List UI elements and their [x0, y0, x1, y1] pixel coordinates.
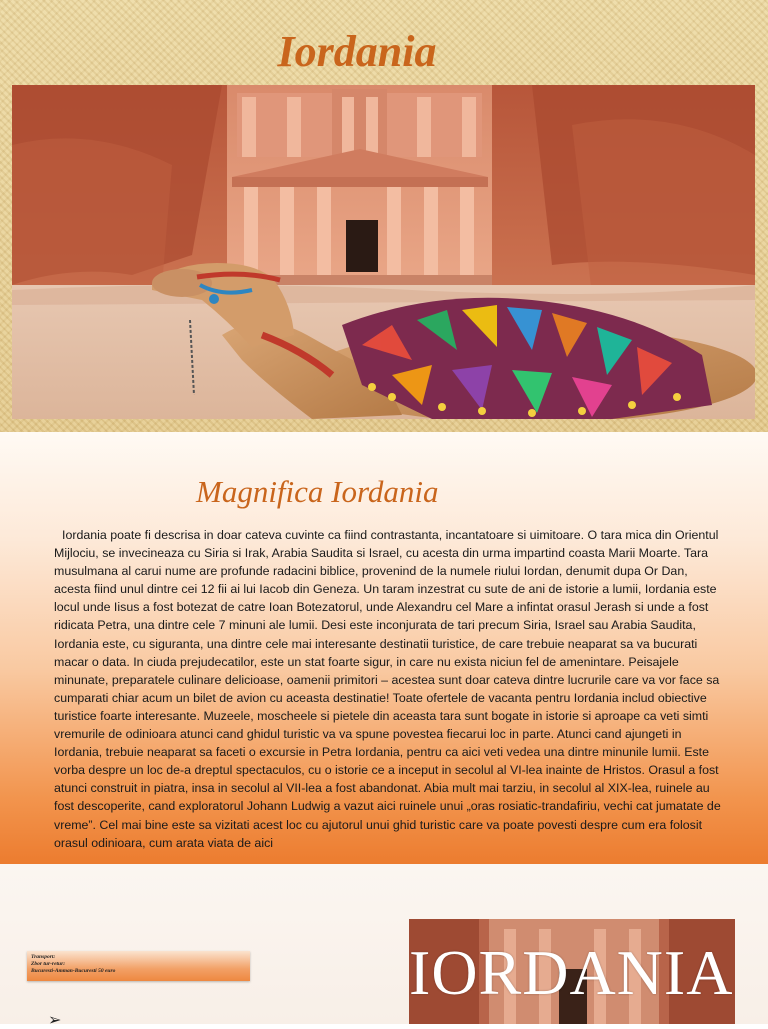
article-subtitle: Magnifica Iordania — [196, 474, 439, 509]
route-price: Bucuresti-Amman-Bucuresti 50 euro — [31, 968, 116, 974]
hero-image — [12, 85, 755, 419]
flight-label: Zbor tur-retur: — [31, 961, 66, 967]
transport-info-box — [27, 951, 250, 981]
petra-camel-illustration — [12, 85, 755, 419]
iordania-thumbnail — [409, 919, 735, 1024]
thumbnail-title: IORDANIA — [409, 937, 734, 1008]
treasury-facade — [227, 85, 492, 285]
page-title: Iordania — [277, 27, 437, 76]
transport-label: Transport: — [31, 954, 56, 960]
article-body: Iordania poate fi descrisa in doar cateva cuvinte ca fiind contrastanta, incantatoare si uimitoare. O tara mica din Orientul Mijlociu, se invecineaza cu Siria si Irak, Arabia Saudita si Israel, cu acesta din urma impartind coasta Marii Moarte. Tara musulmana al carui nume are profunde radacini biblice, provenind de la numele riului Iordan, denumit dupa Or Dan, acesta fiind unul dintre cei 12 fii ai lui Iacob din Geneza. Un taram inzestrat cu sute de ani de istorie a lumii, Iordania este locul unde Iisus a fost botezat de catre Ioan Botezatorul, unde Alexandru cel Mare a infintat orasul Jerash si unde a fost ridicata Petra, una dintre cele 7 minuni ale lumii. Desi este inconjurata de tari precum Siria, Israel sau Arabia Saudita, Iordania este, cu siguranta, una dintre cele mai interesante destinatii turistice, de care trebuie neaparat sa va bucurati macar o data. In ciuda prejudecatilor, este un stat foarte sigur, in care nu exista niciun fel de amenintare. Peisajele minunate, preparatele culinare delicioase, oamenii primitori – acestea sunt doar cateva dintre lucrurile care va vor face sa cumparati chiar acum un bilet de avion cu aceasta destinatie! Toate ofertele de vacanta pentru Iordania includ obiective turistice foarte interesante. Muzeele, moscheele si pietele din aceasta tara sunt bogate in istorie si aproape ca veti simti vremurile de odinioara atunci cand ghidul turistic va va spune povestea fiecarui loc in parte. Atunci cand ajungeti in Iordania, trebuie neaparat sa faceti o excursie in Petra Iordania, pentru ca aici veti vedea una dintre minunile lumii. Este vorba despre un loc de-a dreptul spectaculos, cu o istorie ce a inceput in secolul al VI-lea inainte de Hristos. Orasul a fost atunci construit in piatra, insa in secolul al VII-lea a fost abandonat. Abia mult mai tarziu, in secolul al XIX-lea, ruinele au fost descoperite, cand exploratorul Johann Ludwig a vazut aici ruinele unui „oras rosiatic-trandafiriu, vechi cat jumatate de vreme”. Cel mai bine este sa vizitati acest loc cu ajutorul unui ghid turistic care va poate povesti despre cum era folosit orasul odinioara, cum arata viata de aici — [54, 528, 721, 850]
arrow-bullet-icon: ➢ — [48, 1010, 62, 1029]
